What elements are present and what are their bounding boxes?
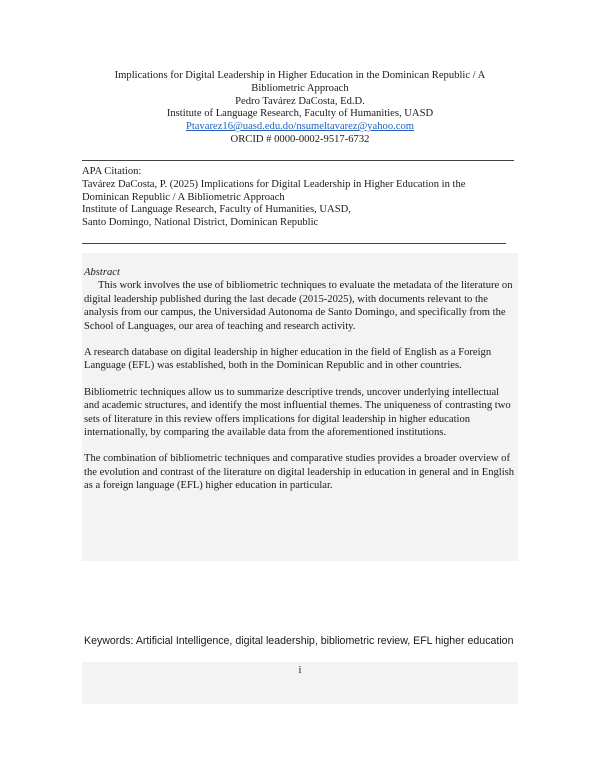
divider-top: [82, 160, 514, 161]
abstract-paragraph-3: Bibliometric techniques allow us to summarize descriptive trends, uncover underlying intellectual and academic structures, and identify the most influential themes. The uniqueness of contrasting two sets of literature in this review offers implications for digital leadership in higher education internationally, by comparing the available data from the aforementioned institutions.: [84, 386, 511, 439]
paper-title-line2: Bibliometric Approach: [251, 82, 349, 94]
abstract-paragraph-1: This work involves the use of bibliometric techniques to evaluate the metadata of the literature on digital leadership published during the last decade (2015-2025), with documents relevant to the analysis from our campus, the Universidad Autonoma de Santo Domingo, and specifically from the School of Languages, our area of teaching and research activity.: [84, 280, 513, 332]
paper-title-line1: Implications for Digital Leadership in Higher Education in the Dominican Republic / A: [114, 70, 486, 81]
author-name: Pedro Tavárez DaCosta, Ed.D.: [235, 95, 365, 107]
abstract-section: [84, 266, 516, 506]
keywords: Keywords: Artificial Intelligence, digital leadership, bibliometric review, EFL higher education: [84, 635, 514, 647]
divider-bottom: [82, 243, 506, 244]
author-affiliation: Institute of Language Research, Faculty of Humanities, UASD: [166, 108, 434, 120]
apa-citation-line1: Tavárez DaCosta, P. (2025) Implications for Digital Leadership in Higher Education in the: [82, 178, 466, 190]
apa-citation-block: [82, 166, 522, 230]
apa-citation-line2: Dominican Republic / A Bibliometric Approach: [82, 191, 285, 203]
apa-citation-label: APA Citation:: [82, 166, 142, 177]
apa-citation-line4: Santo Domingo, National District, Dominican Republic: [82, 217, 319, 229]
abstract-paragraph-4: The combination of bibliometric techniques and comparative studies provides a broader overview of the evolution and contrast of the literature on digital leadership in education in general and in English as a foreign language (EFL) higher education in particular.: [84, 453, 515, 492]
orcid: ORCID # 0000-0002-9517-6732: [230, 133, 370, 145]
abstract-paragraph-2: A research database on digital leadership in higher education in the field of English as a Foreign Language (EFL) was established, both in the Dominican Republic and in other countries.: [84, 347, 492, 372]
page-number: i: [298, 665, 302, 676]
title-block: [82, 70, 518, 147]
abstract-heading: Abstract: [84, 267, 120, 278]
apa-citation-line3: Institute of Language Research, Faculty of Humanities, UASD,: [82, 204, 351, 216]
author-email-link[interactable]: Ptavarez16@uasd.edu.do/nsumeltavarez@yahoo.com: [185, 121, 415, 133]
